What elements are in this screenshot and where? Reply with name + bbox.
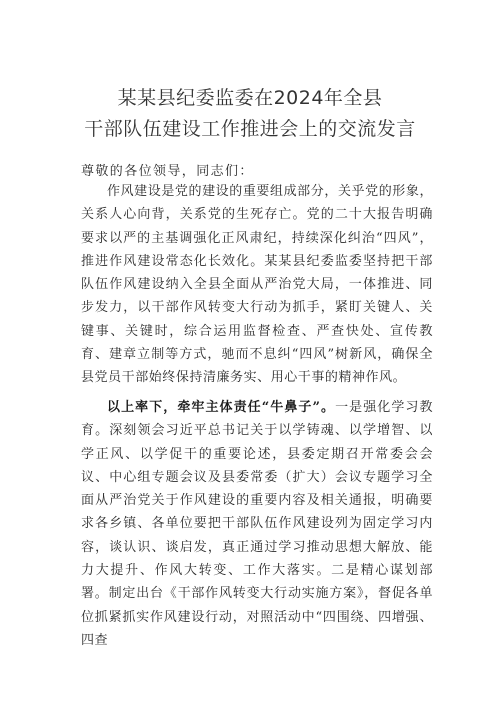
paragraph-1: 作风建设是党的建设的重要组成部分，关乎党的形象，关系人心向背，关系党的生死存亡。党的二十大报告明确要求以严的主基调强化正风肃纪，持续深化纠治“四风”，推进作风建设常态化长效化。某某县纪委监委坚持把干部队伍作风建设纳入全县全面从严治党大局，一体推进、同步发力，以干部作风转变大行动为抓手，紧盯关键人、关键事、关键时，综合运用监督检查、严查快处、宣传教育、建章立制等方式，驰而不息纠“四风”树新风，确保全县党员干部始终保持清廉务实、用心干事的精神作风。 xyxy=(81,184,433,386)
title-line-2: 干部队伍建设工作推进会上的交流发言 xyxy=(84,118,416,140)
salutation: 尊敬的各位领导，同志们： xyxy=(81,164,254,179)
paragraph-2-heading: 以上率下，牵牢主体责任“牛鼻子”。 xyxy=(107,400,336,415)
title-line-1: 某某县纪委监委在2024年全县 xyxy=(117,87,383,109)
paragraph-2-body: 一是强化学习教育。深刻领会习近平总书记关于以学铸魂、以学增智、以学正风、以学促干的重要论述，县委定期召开常委会会议、中心组专题会议及县委常委（扩大）会议专题学习全面从严治党关于作风建设的重要内容及相关通报，明确要求各乡镇、各单位要把干部队伍作风建设列为固定学习内容，谈认识、谈启发，真正通过学习推动思想大解放、能力大提升、作风大转变、工作大落实。二是精心谋划部署。制定出台《干部作风转变大行动实施方案》，督促各单位抓紧抓实作风建设行动，对照活动中“四围绕、四增强、四查 xyxy=(81,400,433,648)
paragraph-2 xyxy=(81,396,433,652)
